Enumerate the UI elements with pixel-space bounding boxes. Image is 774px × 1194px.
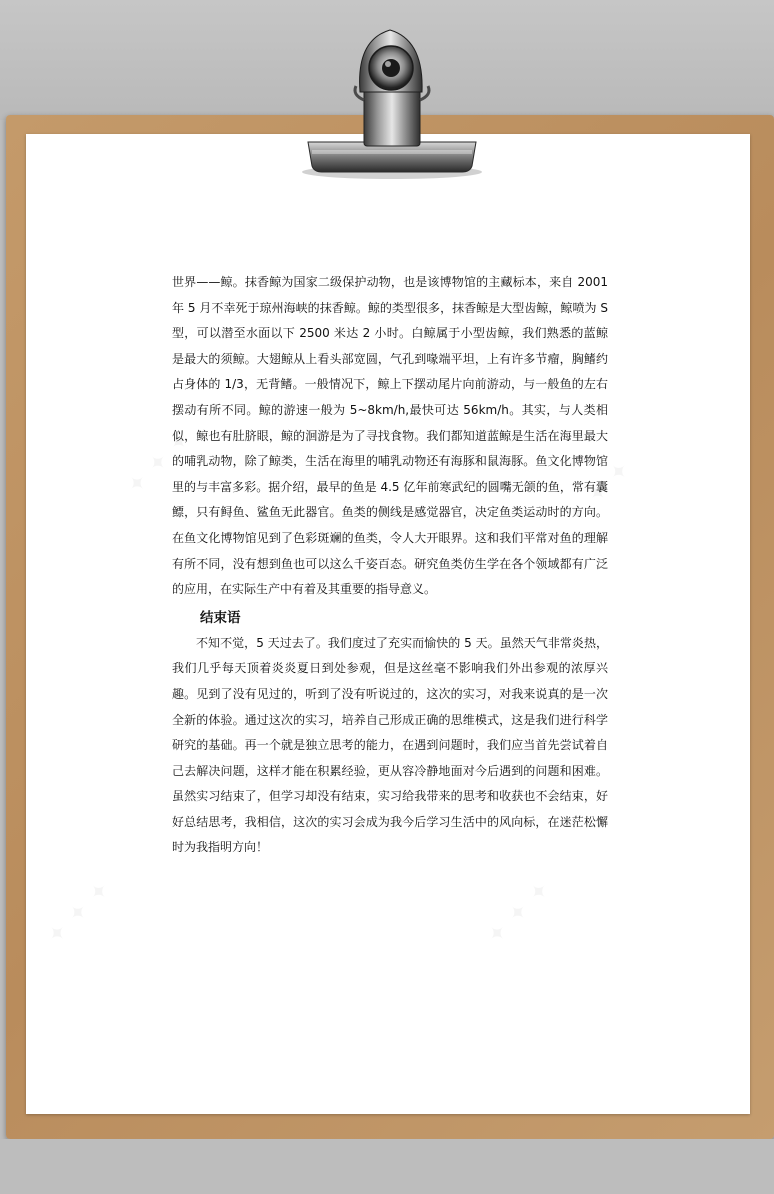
watermark: ✦ ✦ ✦: [482, 875, 557, 950]
background-wall: [0, 0, 774, 120]
watermark: ✦ ✦ ✦: [562, 455, 637, 530]
paragraph: 不知不觉，5 天过去了。我们度过了充实而愉快的 5 天。虽然天气非常炎热，我们几乎每天顶着炎炎夏日到处参观，但是这丝毫不影响我们外出参观的浓厚兴趣。见到了没有见过的，听到了没有听说过的，这次的实习，对我来说真的是一次全新的体验。通过这次的实习，培养自己形成正确的思维模式，这是我们进行科学研究的基础。再一个就是独立思考的能力，在遇到问题时，我们应当首先尝试着自己去解决问题，这样才能在积累经验，更从容冷静地面对今后遇到的问题和困难。虽然实习结束了，但学习却没有结束，实习给我带来的思考和收获也不会结束，好好总结思考，我相信，这次的实习会成为我今后学习生活中的风向标，在迷茫松懈时为我指明方向！: [172, 635, 608, 855]
watermark: ✦ ✦ ✦: [122, 425, 197, 500]
watermark: ✦ ✦ ✦: [42, 875, 117, 950]
section-title: 结束语: [200, 609, 241, 626]
paragraph: 世界——鲸。抹香鲸为国家二级保护动物，也是该博物馆的主藏标本，来自 2001 年 5 月不幸死于琼州海峡的抹香鲸。鲸的类型很多，抹香鲸是大型齿鲸，鲸喷为 S 型，可以潜至水面以下 2500 米达 2 小时。白鲸属于小型齿鲸，我们熟悉的蓝鲸是最大的须鲸。大翅鲸从上看头部宽圆，气孔到喙端平坦，上有许多节瘤，胸鳍约占身体的 1/3，无背鳍。一般情况下，鲸上下摆动尾片向前游动，与一般鱼的左右摆动有所不同。鲸的游速一般为 5~8km/h,最快可达 56km/h。其实，与人类相似，鲸也有肚脐眼，鲸的洄游是为了寻找食物。我们都知道蓝鲸是生活在海里最大的哺乳动物，除了鲸类，生活在海里的哺乳动物还有海豚和鼠海豚。鱼文化博物馆里的与丰富多彩。据介绍，最早的鱼是 4.5 亿年前寒武纪的圆嘴无颌的鱼，常有囊鳔，只有鲟鱼、鲨鱼无此器官。鱼类的侧线是感觉器官，决定鱼类运动时的方向。在鱼文化博物馆见到了色彩斑斓的鱼类，令人大开眼界。这和我们平常对鱼的理解有所不同，没有想到鱼也可以这么千姿百态。研究鱼类仿生学在各个领域都有广泛的应用，在实际生产中有着及其重要的指导意义。: [172, 275, 608, 597]
background-floor: [0, 1139, 774, 1194]
document-body: [172, 270, 608, 861]
